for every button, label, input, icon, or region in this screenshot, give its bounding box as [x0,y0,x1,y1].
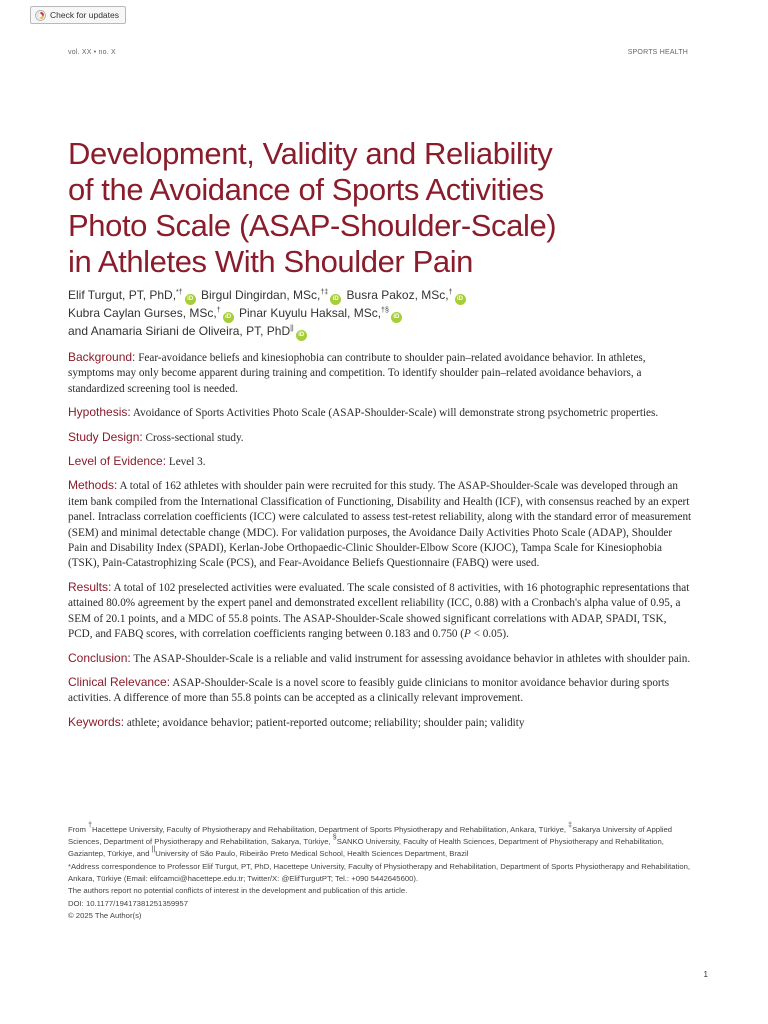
section-heading: Study Design: [68,429,143,444]
abstract-study-design [68,430,692,446]
author-list [68,287,688,341]
doi-link[interactable]: DOI: 10.1177/19417381251359957 [68,899,188,909]
footnotes [68,824,692,923]
conflicts-note: The authors report no potential conflicts of interest in the development and publication of this article. [68,886,408,896]
section-text: ASAP-Shoulder-Scale is a novel score to feasibly guide clinicians to monitor avoidance behavior during sports activities. A difference of more than 55.8 points can be accepted as a clinically relevant improvement. [68,676,670,705]
title-line: Development, Validity and Reliability [68,136,553,171]
author-affiliation-mark: †§ [381,307,389,314]
orcid-icon[interactable]: iD [330,294,341,305]
section-text: Fear-avoidance beliefs and kinesiophobia can contribute to shoulder pain–related avoidance behavior. In athletes, symptoms may only become apparent during training and competition. To identify shoulder pain–related avoidance behaviors, a standardized screening tool is needed. [68,352,646,395]
check-updates-label: Check for updates [50,10,119,20]
author-line [68,287,688,305]
orcid-icon[interactable]: iD [391,312,402,323]
author-name: Pinar Kuyulu Haksal, MSc, [238,306,382,320]
page-number: 1 [703,970,708,979]
section-heading: Results: [68,579,112,594]
abstract [68,350,692,739]
title-line: of the Avoidance of Sports Activities [68,172,544,207]
running-header-volume: vol. XX • no. X [68,49,116,56]
abstract-methods [68,478,692,571]
abstract-hypothesis [68,405,692,421]
abstract-level-of-evidence [68,454,692,470]
orcid-icon[interactable]: iD [296,330,307,341]
section-text: < 0.05). [470,628,509,641]
author-affiliation-mark: † [448,289,453,296]
author-affiliation-mark: †‡ [320,289,329,296]
section-text: athlete; avoidance behavior; patient-reported outcome; reliability; shoulder pain; validity [126,716,525,729]
author-affiliation-mark: † [216,307,221,314]
check-for-updates-button[interactable] [30,6,126,24]
abstract-conclusion [68,651,692,667]
section-heading: Keywords: [68,714,125,729]
abstract-results [68,580,692,643]
title-line: in Athletes With Shoulder Pain [68,244,474,279]
running-header-journal: SPORTS HEALTH [627,49,688,56]
copyright-notice: © 2025 The Author(s) [68,911,142,921]
affiliations: From †Hacettepe University, Faculty of Physiotherapy and Rehabilitation, Department of Sports Physiotherapy and Rehabilitation, Ankara, Türkiye, ‡Sakarya University of Applied Sciences, Department of Physiotherapy and Rehabilitation, Sakarya, Türkiye, §SANKO University, Faculty of Health Sciences, Department of Physiotherapy and Rehabilitation, Gaziantep, Türkiye, and ||University of São Paulo, Ribeirão Preto Medical School, Health Sciences Department, Brazil [68,822,673,859]
section-heading: Level of Evidence: [68,454,167,469]
orcid-icon[interactable]: iD [185,294,196,305]
orcid-icon[interactable]: iD [223,312,234,323]
section-heading: Background: [68,350,136,364]
p-value-symbol: P [464,628,471,641]
abstract-clinical-relevance [68,675,692,707]
section-heading: Hypothesis: [68,405,131,420]
author-affiliation-mark: *† [176,289,183,296]
check-updates-icon [35,10,46,21]
section-text: Avoidance of Sports Activities Photo Scale (ASAP-Shoulder-Scale) will demonstrate strong psychometric properties. [132,407,659,420]
section-heading: Clinical Relevance: [68,674,171,689]
section-text: A total of 162 athletes with shoulder pain were recruited for this study. The ASAP-Shoulder-Scale was developed through an item bank compiled from the International Classification of Functioning, Disability and Health (ICF), with consensus reached by an expert panel. Intraclass correlation coefficients (ICC) were calculated to assess test-retest reliability, along with the standard error of measurement (SEM) and minimal detectable change (MDC). For validation purposes, the Avoidance Daily Activities Photo Scale (ADAP), Shoulder Pain and Disability Index (SPADI), Kerlan-Jobe Orthopaedic-Clinic Shoulder-Elbow Score (KJOC), Tampa Scale for Kinesiophobia (TSK), Pain-Catastrophizing Scale (PCS), and Fear-Avoidance Beliefs Questionnaire (FABQ) were used. [68,480,692,570]
section-heading: Methods: [68,478,118,493]
section-text: The ASAP-Shoulder-Scale is a reliable and valid instrument for assessing avoidance behavior in athletes with shoulder pain. [133,652,691,665]
author-line [68,323,688,341]
author-name: and Anamaria Siriani de Oliveira, PT, PhD [68,324,291,338]
section-heading: Conclusion: [68,650,131,665]
section-text: A total of 102 preselected activities were evaluated. The scale consisted of 8 activities, with 16 photographic representations that attained 80.0% agreement by the expert panel and demonstrated excellent reliability (ICC, 0.88) with a Cronbach's alpha value of 0.95, a SEM of 20.1 points, and a MDC of 55.8 points. The ASAP-Shoulder-Scale showed significant correlations with ADAP, SPADI, TSK, PCD, and FABQ scores, with correlation coefficients ranging between 0.183 and 0.750 ( [68,581,690,641]
orcid-icon[interactable]: iD [455,294,466,305]
section-text: Level 3. [168,456,206,469]
article-title [68,136,688,280]
abstract-background [68,350,692,397]
author-affiliation-mark: || [290,325,294,332]
correspondence-note: *Address correspondence to Professor Elif Turgut, PT, PhD, Hacettepe University, Faculty of Physiotherapy and Rehabilitation, Department of Sports Physiotherapy and Rehabilitation, Ankara, Türkiye (Email: elifcamci@hacettepe.edu.tr; Twitter/X: @ElifTurgutPT; Tel.: +090 5442645600). [68,861,691,883]
abstract-keywords [68,715,692,731]
author-name: Birgul Dingirdan, MSc, [201,288,321,302]
author-name: Kubra Caylan Gurses, MSc, [68,306,217,320]
section-text: Cross-sectional study. [145,431,244,444]
author-name: Busra Pakoz, MSc, [346,288,449,302]
title-line: Photo Scale (ASAP-Shoulder-Scale) [68,208,557,243]
author-name: Elif Turgut, PT, PhD, [68,288,177,302]
author-line [68,305,688,323]
